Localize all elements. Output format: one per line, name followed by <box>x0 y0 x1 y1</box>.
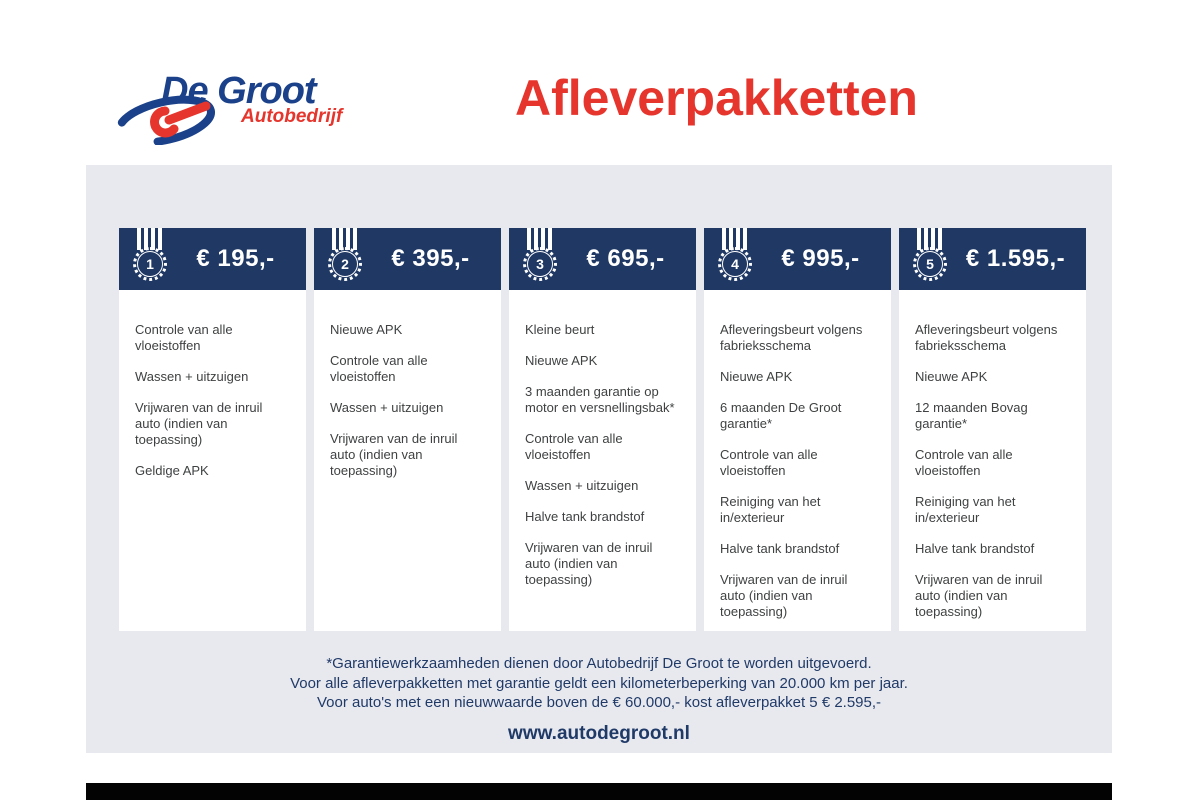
package-item: Controle van alle vloeistoffen <box>330 353 428 384</box>
package-item: Halve tank brandstof <box>720 541 840 556</box>
package-card <box>119 228 306 631</box>
package-item: 12 maanden Bovag garantie* <box>915 400 1028 431</box>
medal-1-icon <box>133 228 167 281</box>
package-item: Wassen + uitzuigen <box>330 400 444 415</box>
package-card <box>314 228 501 631</box>
medal-number: 3 <box>536 256 544 272</box>
medal-coin-icon <box>328 247 362 281</box>
medal-coin-icon <box>523 247 557 281</box>
package-cards <box>119 228 1086 631</box>
package-item: Nieuwe APK <box>720 369 793 384</box>
medal-5-icon <box>913 228 947 281</box>
package-item: Wassen + uitzuigen <box>135 369 249 384</box>
package-card-header <box>314 228 501 290</box>
medal-number: 4 <box>731 256 739 272</box>
package-items <box>119 290 306 631</box>
package-item: Vrijwaren van de inruil auto (indien van toepassing) <box>915 572 1043 619</box>
medal-coin-icon <box>913 247 947 281</box>
package-item: Nieuwe APK <box>525 353 598 368</box>
package-card-header <box>704 228 891 290</box>
medal-number: 5 <box>926 256 934 272</box>
package-item: Reiniging van het in/exterieur <box>915 494 1016 525</box>
package-item: 6 maanden De Groot garantie* <box>720 400 842 431</box>
package-card-header <box>899 228 1086 290</box>
footer-dark-bar <box>86 783 1112 800</box>
page-title: Afleverpakketten <box>515 70 918 126</box>
logo-subtitle: Autobedrijf <box>241 106 343 127</box>
package-item: Vrijwaren van de inruil auto (indien van toepassing) <box>525 540 653 587</box>
footnotes <box>86 654 1112 713</box>
package-items <box>899 290 1086 635</box>
package-card <box>899 228 1086 631</box>
package-items <box>704 290 891 635</box>
package-item: Halve tank brandstof <box>915 541 1035 556</box>
medal-number: 2 <box>341 256 349 272</box>
package-items <box>314 290 501 631</box>
medal-2-icon <box>328 228 362 281</box>
website-link[interactable]: www.autodegroot.nl <box>508 723 690 744</box>
package-item: Controle van alle vloeistoffen <box>915 447 1013 478</box>
package-item: Nieuwe APK <box>915 369 988 384</box>
medal-coin-icon <box>718 247 752 281</box>
package-card-header <box>509 228 696 290</box>
package-price: € 695,- <box>586 245 665 272</box>
footer-white-band <box>86 753 1112 783</box>
package-item: Controle van alle vloeistoffen <box>720 447 818 478</box>
package-price: € 195,- <box>196 245 275 272</box>
package-item: Vrijwaren van de inruil auto (indien van toepassing) <box>330 431 458 478</box>
package-item: Controle van alle vloeistoffen <box>525 431 623 462</box>
medal-3-icon <box>523 228 557 281</box>
footnote-line: Voor auto's met een nieuwwaarde boven de € 60.000,- kost afleverpakket 5 € 2.595,- <box>316 694 882 711</box>
package-item: Halve tank brandstof <box>525 509 645 524</box>
package-item: Afleveringsbeurt volgens fabrieksschema <box>915 322 1058 353</box>
package-item: Wassen + uitzuigen <box>525 478 639 493</box>
package-items <box>509 290 696 631</box>
package-item: 3 maanden garantie op motor en versnellingsbak* <box>525 384 675 415</box>
medal-4-icon <box>718 228 752 281</box>
package-item: Vrijwaren van de inruil auto (indien van toepassing) <box>720 572 848 619</box>
package-card-header <box>119 228 306 290</box>
package-price: € 395,- <box>391 245 470 272</box>
package-item: Geldige APK <box>135 463 209 478</box>
header <box>86 13 1112 165</box>
package-item: Vrijwaren van de inruil auto (indien van toepassing) <box>135 400 263 447</box>
company-logo <box>111 26 361 146</box>
medal-number: 1 <box>146 256 154 272</box>
package-item: Afleveringsbeurt volgens fabrieksschema <box>720 322 863 353</box>
package-item: Reiniging van het in/exterieur <box>720 494 821 525</box>
footnote-line: *Garantiewerkzaamheden dienen door Autobedrijf De Groot te worden uitgevoerd. <box>326 655 872 672</box>
footnote-line: Voor alle afleverpakketten met garantie geldt een kilometerbeperking van 20.000 km per jaar. <box>290 674 908 692</box>
package-card <box>509 228 696 631</box>
package-price: € 995,- <box>781 245 860 272</box>
package-card <box>704 228 891 631</box>
medal-coin-icon <box>133 247 167 281</box>
package-price: € 1.595,- <box>965 245 1066 272</box>
package-item: Controle van alle vloeistoffen <box>135 322 233 353</box>
logo-name: De Groot <box>161 70 316 112</box>
package-item: Nieuwe APK <box>330 322 403 337</box>
package-item: Kleine beurt <box>525 322 595 337</box>
flyer <box>86 13 1112 800</box>
